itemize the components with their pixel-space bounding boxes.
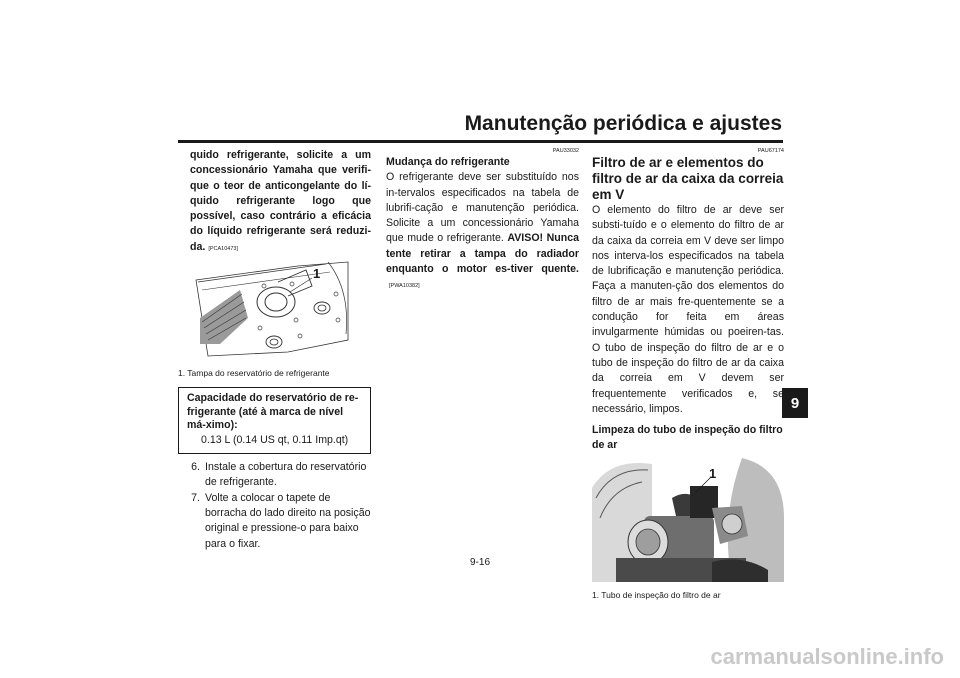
step-text: Volte a colocar o tapete de borracha do lado direito na posição original e pressione-o para baixo para o fixar. xyxy=(205,491,371,550)
figure-caption: 1. Tampa do reservatório de refrigerante xyxy=(178,368,330,379)
coolant-change-heading: Mudança do refrigerante xyxy=(386,156,510,168)
section-code: PAU67174 xyxy=(757,148,784,154)
caution-code: [PCA10473] xyxy=(208,245,238,252)
header-rule xyxy=(178,140,783,143)
caution-text xyxy=(190,148,371,257)
figure-callout-1: 1 xyxy=(709,465,717,481)
section-code: PAU33032 xyxy=(552,148,579,154)
list-item xyxy=(178,460,371,491)
page-header-title: Manutenção periódica e ajustes xyxy=(464,112,782,135)
caution-body: quido refrigerante, solicite a um concessionário Yamaha que verifi-que o teor de anticongelante do lí-quido refrigerante logo que possível, caso contrário a eficácia do líquido refrigerante será reduzi-da. xyxy=(190,149,371,253)
steps-list xyxy=(178,460,371,552)
coolant-reservoir-figure xyxy=(178,260,371,379)
column-right xyxy=(592,148,784,601)
capacity-spec-box xyxy=(178,387,371,454)
step-text: Instale a cobertura do reservatório de refrigerante. xyxy=(205,461,367,489)
air-filter-body: O elemento do filtro de ar deve ser substi-tuído e o elemento do filtro de ar da caixa da correia em V deve ser limpo nos interva-los especificados na tabela de lubrificação e manutenção periódica. Faça a manuten-ção dos elementos do filtro de ar mais fre-quentemente se a condução for feita em áreas invulgarmente húmidas ou poeiren-tas. O tubo de inspeção do filtro de ar e o tubo de inspeção do filtro de ar da caixa da correia em V devem ser frequentemente verificados e, se necessário, limpos. xyxy=(592,204,784,415)
column-left xyxy=(178,148,371,552)
coolant-reservoir-illustration xyxy=(178,260,371,360)
figure-caption: 1. Tubo de inspeção do filtro de ar xyxy=(592,590,721,601)
inspection-tube-figure xyxy=(592,458,784,601)
chapter-tab[interactable]: 9 xyxy=(782,388,808,418)
coolant-change-body xyxy=(386,170,579,294)
column-middle xyxy=(386,148,579,295)
watermark: carmanualsonline.info xyxy=(710,644,944,669)
list-item xyxy=(178,491,371,552)
capacity-spec-title: Capacidade do reservatório de re-frigerante (até à marca de nível má-ximo): xyxy=(187,392,359,432)
step-number: 6. xyxy=(191,461,200,474)
coolant-change-text: O refrigerante deve ser substituído nos in-tervalos especificados na tabela de lubrifi-cação e manutenção periódica. Solicite a um concessionário Yamaha que mude o refrigerante. xyxy=(386,171,579,245)
page-number: 9-16 xyxy=(469,557,490,568)
air-filter-section-title: Filtro de ar e elementos do filtro de ar da caixa da correia em V xyxy=(592,155,784,202)
notice-text: AVISO! Nunca tente retirar a tampa do radiador enquanto o motor es-tiver quente. xyxy=(386,232,580,276)
notice-code: [PWA10382] xyxy=(389,283,420,290)
figure-callout-1: 1 xyxy=(313,266,321,282)
inspection-tube-heading: Limpeza do tubo de inspeção do filtro de ar xyxy=(592,424,783,452)
capacity-spec-value: 0.13 L (0.14 US qt, 0.11 Imp.qt) xyxy=(201,433,349,446)
step-number: 7. xyxy=(191,491,200,504)
